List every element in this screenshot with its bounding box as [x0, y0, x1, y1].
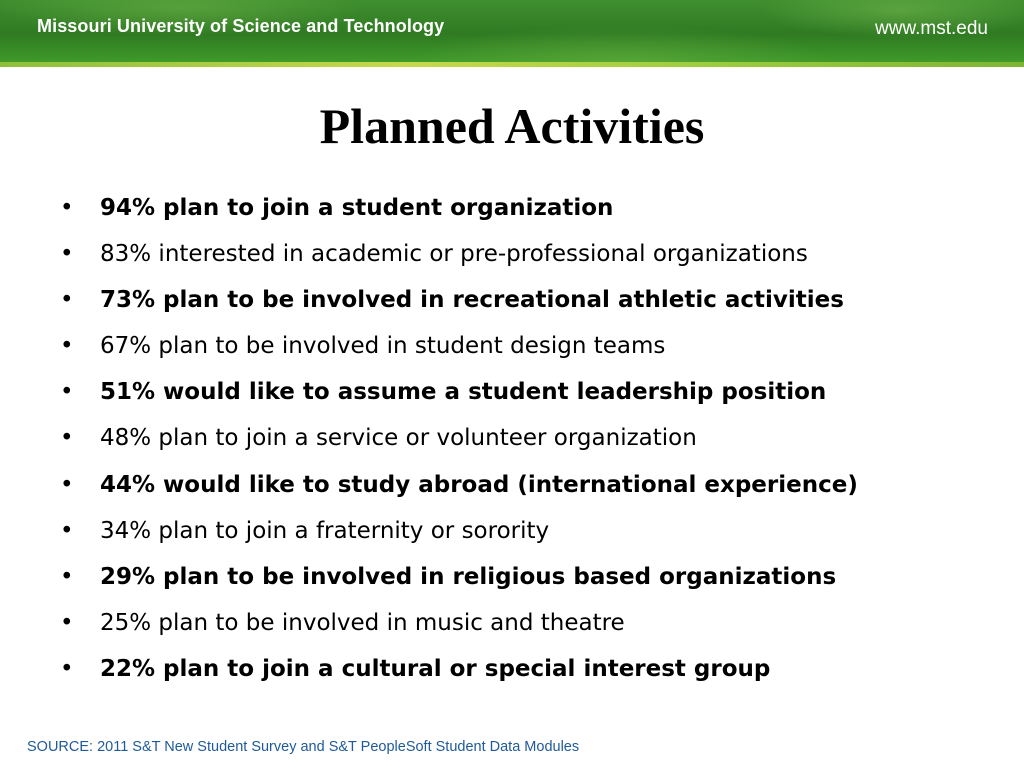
bullet-icon: •	[60, 563, 74, 590]
source-citation: SOURCE: 2011 S&T New Student Survey and S&T PeopleSoft Student Data Modules	[27, 739, 580, 755]
bullet-icon: •	[60, 241, 74, 268]
bullet-item	[60, 465, 1000, 511]
bullet-text: 44% would like to study abroad (international experience)	[100, 471, 858, 498]
bullet-icon: •	[60, 655, 74, 682]
bullet-icon: •	[60, 425, 74, 452]
bullet-icon: •	[60, 517, 74, 544]
bullet-item	[60, 511, 1000, 557]
bullet-icon: •	[60, 195, 74, 221]
bullet-item	[60, 557, 1000, 603]
bullet-text: 94% plan to join a student organization	[100, 195, 614, 221]
banner-accent-stripe	[0, 62, 1024, 67]
bullet-item	[60, 372, 1000, 418]
bullet-text: 83% interested in academic or pre-professional organizations	[100, 241, 808, 268]
university-name: Missouri University of Science and Technology	[37, 16, 445, 36]
bullet-text: 34% plan to join a fraternity or sorority	[100, 517, 550, 544]
bullet-text: 29% plan to be involved in religious based organizations	[100, 563, 837, 590]
bullet-item	[60, 649, 1000, 695]
bullet-text: 22% plan to join a cultural or special interest group	[100, 655, 771, 682]
bullet-text: 48% plan to join a service or volunteer organization	[100, 425, 697, 452]
website-url: www.mst.edu	[875, 18, 988, 39]
bullet-item	[60, 326, 1000, 372]
bullet-item	[60, 418, 1000, 464]
bullet-text: 25% plan to be involved in music and theatre	[100, 609, 625, 636]
bullet-icon: •	[60, 471, 74, 498]
bullet-icon: •	[60, 287, 74, 314]
bullet-item	[60, 188, 1000, 234]
bullet-text: 51% would like to assume a student leadership position	[100, 379, 827, 406]
header-banner	[0, 0, 1024, 62]
bullet-item	[60, 280, 1000, 326]
bullet-icon: •	[60, 609, 74, 636]
bullet-icon: •	[60, 379, 74, 406]
bullet-text: 73% plan to be involved in recreational athletic activities	[100, 287, 844, 314]
bullet-item	[60, 603, 1000, 649]
bullet-list	[60, 188, 1000, 695]
bullet-text: 67% plan to be involved in student design teams	[100, 333, 666, 360]
bullet-icon: •	[60, 333, 74, 360]
bullet-item	[60, 234, 1000, 280]
slide-title: Planned Activities	[319, 98, 705, 154]
